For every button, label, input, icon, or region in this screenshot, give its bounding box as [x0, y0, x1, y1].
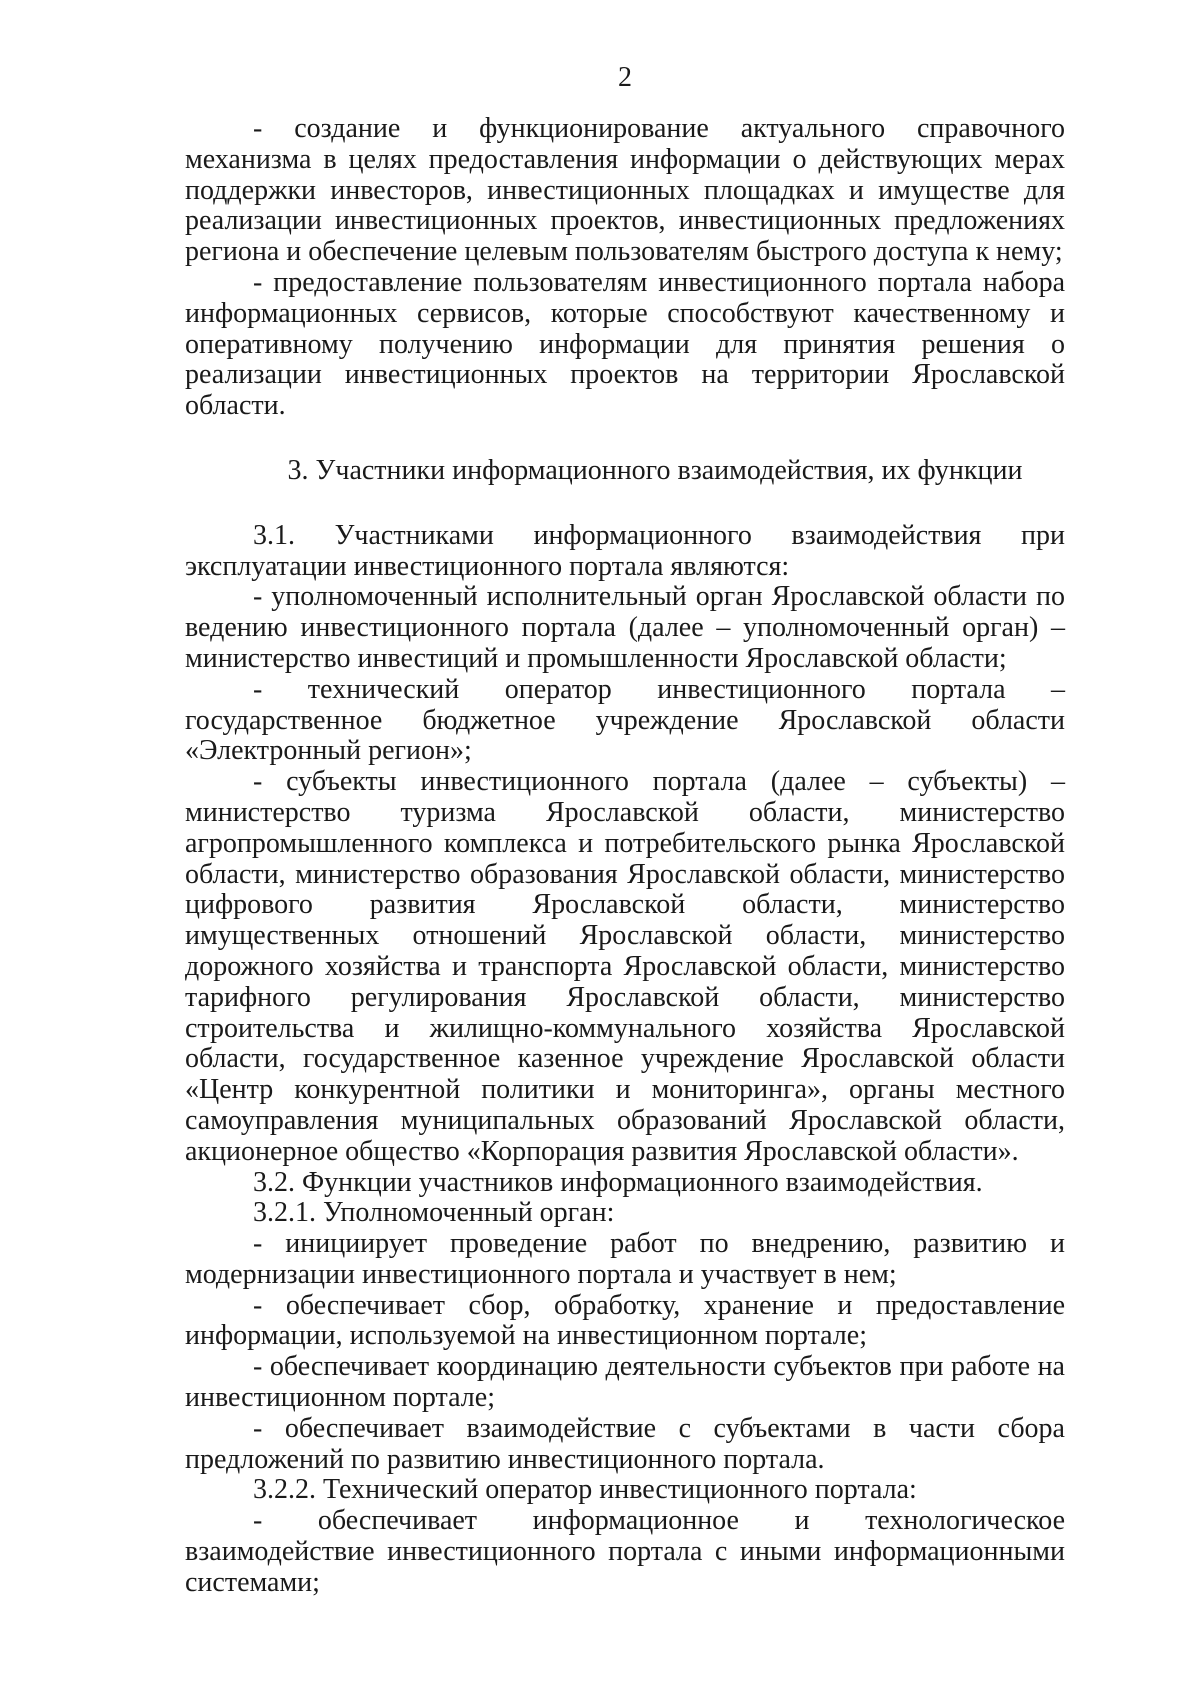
paragraph: - предоставление пользователям инвестиционного портала набора информационных сервисов, которые способствуют качественному и оперативному получению информации для принятия решения о реализации инвестиционных проектов на территории Ярославской области.	[185, 266, 1065, 422]
paragraph: - технический оператор инвестиционного портала – государственное бюджетное учреждение Ярославской области «Электронный регион»;	[185, 673, 1065, 767]
paragraph: - уполномоченный исполнительный орган Ярославской области по ведению инвестиционного портала (далее – уполномоченный орган) – министерство инвестиций и промышленности Ярославской области;	[185, 581, 1065, 674]
paragraph: 3.1. Участниками информационного взаимодействия при эксплуатации инвестиционного портала являются:	[185, 519, 1065, 582]
paragraph: - инициирует проведение работ по внедрению, развитию и модернизации инвестиционного портала и участвует в нем;	[185, 1228, 1065, 1290]
paragraph: 3.2. Функции участников информационного взаимодействия.	[253, 1166, 983, 1198]
paragraph: - создание и функционирование актуального справочного механизма в целях предоставления информации о действующих мерах поддержки инвесторов, инвестиционных площадках и имуществе для реализации инвестиционных проектов, инвестиционных предложениях региона и обеспечение целевым пользователям быстрого доступа к нему;	[185, 113, 1065, 268]
document-body	[185, 114, 1065, 1599]
page-number: 2	[618, 62, 632, 93]
paragraph: - субъекты инвестиционного портала (далее – субъекты) – министерство туризма Ярославской области, министерство агропромышленного комплекса и потребительского рынка Ярославской области, министерство образования Ярославской области, министерство цифрового развития Ярославской области, министерство имущественных отношений Ярославской области, министерство дорожного хозяйства и транспорта Ярославской области, министерство тарифного регулирования Ярославской области, министерство строительства и жилищно-коммунального хозяйства Ярославской области, государственное казенное учреждение Ярославской области «Центр конкурентной политики и мониторинга», органы местного самоуправления муниципальных образований Ярославской области, акционерное общество «Корпорация развития Ярославской области».	[185, 766, 1065, 1167]
paragraph: - обеспечивает взаимодействие с субъектами в части сбора предложений по развитию инвестиционного портала.	[185, 1412, 1065, 1475]
paragraph: - обеспечивает координацию деятельности субъектов при работе на инвестиционном портале;	[185, 1351, 1065, 1414]
paragraph: - обеспечивает сбор, обработку, хранение и предоставление информации, используемой на инвестиционном портале;	[185, 1289, 1065, 1352]
paragraph: 3.2.1. Уполномоченный орган:	[253, 1197, 615, 1229]
section-heading: 3. Участники информационного взаимодействия, их функции	[287, 454, 1023, 486]
paragraph: - обеспечивает информационное и технологическое взаимодействие инвестиционного портала с иными информационными системами;	[185, 1505, 1065, 1598]
paragraph: 3.2.2. Технический оператор инвестиционного портала:	[253, 1474, 917, 1506]
